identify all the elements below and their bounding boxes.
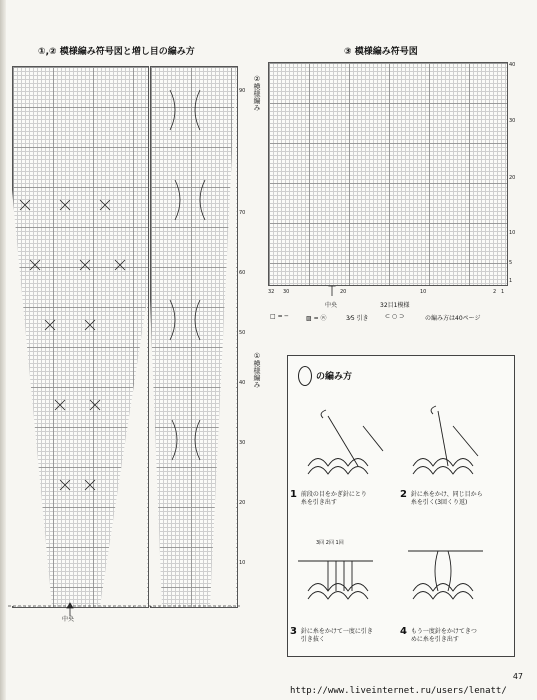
stitch-number: 1	[501, 289, 505, 295]
legend-item: ▨ = ⓦ	[306, 315, 327, 322]
row-number: 50	[239, 330, 246, 336]
pattern-chart-1	[12, 66, 149, 608]
step-4	[400, 628, 477, 644]
loop-labels: 3回 2回 1回	[316, 540, 344, 546]
page-number: 47	[512, 672, 523, 681]
row-number: 10	[239, 560, 246, 566]
right-chart-title: ③ 模様編み符号図	[344, 47, 418, 57]
row-number: 30	[239, 440, 246, 446]
source-url: http://www.liveinternet.ru/users/lenatt/	[290, 686, 507, 696]
row-number: 5	[509, 260, 513, 266]
row-number: 1	[509, 278, 513, 284]
step-number: 3	[290, 626, 297, 637]
step-text: 針に糸をかけ、同じ目から 糸を引く(3回くり返)	[410, 491, 483, 506]
right-center-label: 中央	[325, 302, 338, 309]
step-2	[400, 491, 483, 507]
legend-note: の編み方は40ページ	[425, 315, 481, 322]
left-center-label: 中央	[62, 616, 75, 623]
step-text: 前段の目をかぎ針にとり 糸を引き出す	[300, 491, 367, 506]
row-number: 70	[239, 210, 246, 216]
step-3	[290, 628, 373, 644]
technique-title: の編み方	[316, 372, 353, 382]
repeat-label: 32目1模様	[380, 302, 410, 309]
side-label-2: ②模様編み	[253, 75, 261, 111]
technique-box	[287, 355, 515, 657]
step-1	[290, 491, 367, 507]
row-number: 20	[509, 175, 516, 181]
row-number: 20	[239, 500, 246, 506]
legend-item: □ = ─	[270, 313, 289, 320]
step-number: 1	[290, 489, 297, 500]
legend-item: ⊂ ○ ⊃	[385, 313, 405, 320]
legend-item: 3⁄5 引き	[346, 315, 369, 322]
stitch-number: 20	[340, 289, 347, 295]
step-number: 2	[400, 489, 407, 500]
step-text: 針に糸をかけて一度に引き 引き抜く	[300, 628, 373, 643]
row-number: 30	[509, 118, 516, 124]
step-text: もう一度針をかけてきつ めに糸を引き出す	[410, 628, 477, 643]
step-number: 4	[400, 626, 407, 637]
book-binding-shadow	[0, 0, 6, 700]
row-number: 60	[239, 270, 246, 276]
stitch-number: 10	[420, 289, 427, 295]
pattern-chart-2	[150, 66, 238, 608]
stitch-number: 32	[268, 289, 275, 295]
stitch-number: 2	[493, 289, 497, 295]
side-label-1: ①模様編み	[253, 352, 261, 388]
row-number: 10	[509, 230, 516, 236]
row-number: 90	[239, 88, 246, 94]
row-number: 40	[239, 380, 246, 386]
stitch-number: 30	[283, 289, 290, 295]
pattern-chart-3	[268, 62, 508, 286]
row-number: 40	[509, 62, 516, 68]
left-chart-title: ①,② 模様編み符号図と増し目の編み方	[38, 47, 195, 57]
